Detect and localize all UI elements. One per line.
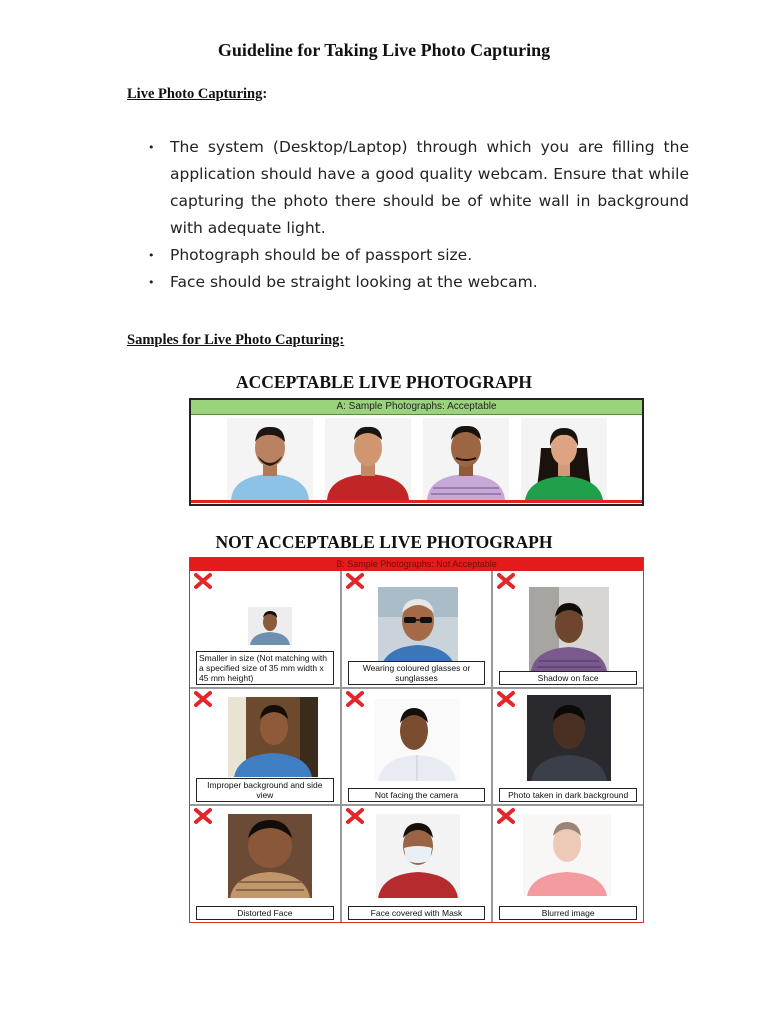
sample-caption: Wearing coloured glasses or sunglasses — [348, 661, 486, 685]
cross-icon — [346, 691, 364, 707]
sample-caption: Blurred image — [499, 906, 637, 920]
acceptable-panel-footer — [191, 500, 642, 503]
guideline-list — [148, 134, 689, 296]
cross-icon — [497, 573, 515, 589]
cross-icon — [194, 691, 212, 707]
sample-cell — [190, 571, 340, 687]
cross-icon — [497, 691, 515, 707]
sample-cell — [493, 689, 643, 805]
sample-photo-person — [374, 699, 460, 781]
sample-caption: Shadow on face — [499, 671, 637, 685]
acceptable-panel-header: A: Sample Photographs: Acceptable — [191, 400, 642, 415]
cross-icon — [497, 808, 515, 824]
page-title: Guideline for Taking Live Photo Capturing — [217, 40, 551, 60]
list-item: • The system (Desktop/Laptop) through which you are filling the application should have a good quality webcam. Ensure that while capturing the photo there should be of white wall in background with adequate light. — [148, 134, 689, 242]
sample-caption: Face covered with Mask — [348, 906, 486, 920]
sample-caption: Not facing the camera — [348, 788, 486, 802]
sample-photo-person — [523, 814, 611, 896]
sample-cell — [190, 806, 340, 922]
list-item: • Photograph should be of passport size. — [148, 242, 689, 269]
sample-caption: Improper background and side view — [196, 778, 334, 802]
list-item: • Face should be straight looking at the webcam. — [148, 269, 689, 296]
acceptable-samples-panel — [189, 398, 644, 506]
not-acceptable-samples-panel — [189, 557, 644, 923]
cross-icon — [194, 808, 212, 824]
sample-caption: Photo taken in dark background — [499, 788, 637, 802]
sample-photo-person — [378, 587, 458, 671]
section-heading-live-photo: Live Photo Capturing: — [127, 86, 268, 102]
acceptable-photos — [191, 415, 642, 503]
sample-photo-person — [529, 587, 609, 671]
sample-photo-person — [527, 695, 611, 781]
sample-photo-person — [376, 814, 460, 898]
sample-cell — [342, 571, 492, 687]
sample-caption: Smaller in size (Not matching with a specified size of 35 mm width x 45 mm height) — [196, 651, 334, 685]
not-acceptable-grid — [190, 571, 643, 922]
sample-cell — [342, 806, 492, 922]
sample-cell — [493, 806, 643, 922]
acceptable-title: ACCEPTABLE LIVE PHOTOGRAPH — [236, 372, 532, 392]
sample-photo-person — [228, 814, 312, 898]
sample-photo-person — [521, 418, 607, 500]
sample-photo-person — [248, 607, 292, 645]
sample-cell — [342, 689, 492, 805]
section-heading-samples: Samples for Live Photo Capturing: — [127, 332, 345, 348]
sample-cell — [190, 689, 340, 805]
cross-icon — [346, 808, 364, 824]
cross-icon — [194, 573, 212, 589]
cross-icon — [346, 573, 364, 589]
not-acceptable-panel-header: B: Sample Photographs: Not Acceptable — [190, 558, 643, 571]
not-acceptable-title: NOT ACCEPTABLE LIVE PHOTOGRAPH — [215, 532, 553, 552]
sample-caption: Distorted Face — [196, 906, 334, 920]
sample-photo-person — [228, 697, 318, 777]
sample-photo-person — [325, 418, 411, 500]
sample-photo-person — [227, 418, 313, 500]
sample-cell — [493, 571, 643, 687]
sample-photo-person — [423, 418, 509, 500]
